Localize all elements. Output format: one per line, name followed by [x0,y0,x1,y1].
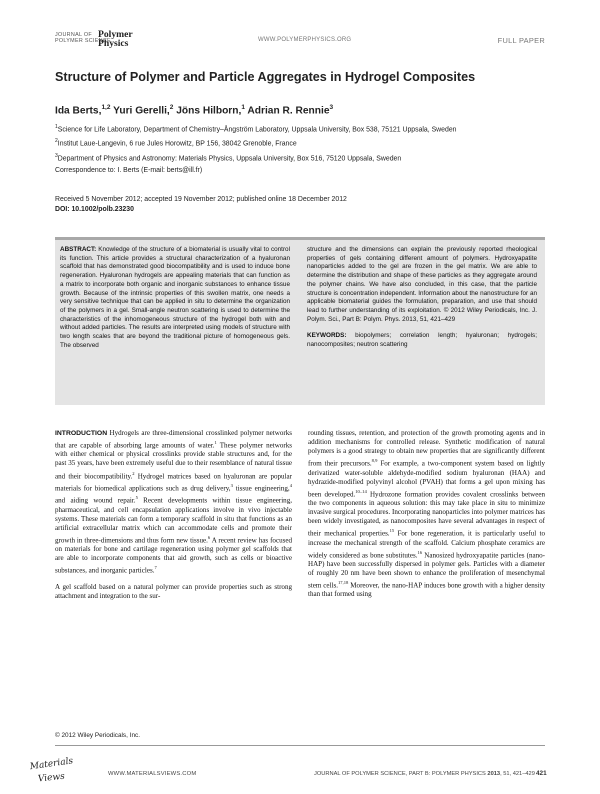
body-text: Recent developments within tissue engineering, pharmaceutical, and cell encapsulation applications involve in vivo injectable systems. These materials can form a temporary scaffold in situ that functions as an artificial extracellular matrix which can accommodate cells and promote their growth in three-dimensions and thus form new tissue. [55,496,292,545]
section-heading-introduction: INTRODUCTION [55,430,108,437]
author-affil-sup: 1 [241,104,245,111]
affiliation-text: Department of Physics and Astronomy: Materials Physics, Uppsala University, Box 516, 75120 Uppsala, Sweden [57,154,402,162]
intro-paragraph-continued [308,429,545,600]
keywords-text: biopolymers; correlation length; hyaluronan; hydrogels; nanocomposites; neutron scattering [307,332,537,349]
abstract-label: ABSTRACT: [60,246,97,253]
affiliation-sup: 2 [55,138,58,145]
citation-ref[interactable]: 7 [154,565,157,571]
body-text: These polymer networks with either chemical or physical crosslinks provide stable structures and, for the past 35 years, have been extremely useful due to their resemblance of natural tissue and their biocompatibility. [55,441,292,480]
journal-logo-polymer: Polymer [98,29,133,40]
body-text: Nanosized hydroxyapatite particles (nano-HAP) have been successfully dispersed in polymer gels. Particles with a diameter of roughly 20 nm have been shown to enhance the proliferation of mesenchymal stem cells. [308,550,545,590]
footer-journal-name: JOURNAL OF POLYMER SCIENCE, PART B: POLYMER PHYSICS [314,771,488,777]
article-type: FULL PAPER [497,36,545,45]
body-text: Hydrogels are three-dimensional crosslinked polymer networks that are capable of absorbing large amounts of water. [55,429,292,450]
author-list [55,104,555,116]
abstract-column-left [60,246,290,350]
body-text: Hydrozone formation provides covalent crosslinks between the two components in aqueous solution: this may take place in situ to minimize invasive surgical procedures. Incorporating nanoparticles into polymer matrices has been widely investigated, as nanocomposites have several advantages in respect of their mechanical properties. [308,489,545,538]
footer-url[interactable]: WWW.MATERIALSVIEWS.COM [108,771,197,777]
abstract-body: Knowledge of the structure of a biomaterial is usually vital to control its function. This article provides a structural characterization of a hyaluronan scaffold that has demonstrated good biocompatibility and is used to induce bone regeneration. Hyaluronan hydrogels are appealing materials that can function as a matrix to incorporate both organic and inorganic substances to enhance tissue growth. Because of the intrinsic properties of this swollen matrix, one needs a very sensitive technique that can be applied in situ to determine the organization of the polymers in a gel. Small-angle neutron scattering is used to determine the characteristics of the inhomogeneous structure of the hydrogel both with and without added particles. The results are interpreted using models of structure with two length scales that are beyond the traditional picture of homogeneous gels. The observed [60,246,290,349]
affiliation-text: Institut Laue-Langevin, 6 rue Jules Horowitz, BP 156, 38042 Grenoble, France [57,140,297,148]
materials-views-logo [29,756,74,787]
citation-ref[interactable]: 1 [214,440,217,446]
intro-paragraph-2: A gel scaffold based on a natural polymer can provide properties such as strong attachment and integration to the sur- [55,582,292,600]
citation-ref[interactable]: 3 [230,482,233,488]
paper-title: Structure of Polymer and Particle Aggregates in Hydrogel Composites [55,70,476,84]
citation-ref[interactable]: 15 [389,528,395,534]
publication-info [55,195,555,214]
abstract-text-left [60,246,290,350]
citation-ref[interactable]: 5 [135,495,138,501]
intro-paragraph-1 [55,429,292,576]
author-affil-sup: 1,2 [101,104,111,111]
citation-ref[interactable]: 8,9 [371,458,378,464]
page-number: 421 [536,770,547,777]
materials-views-logo-line1: Materials [29,756,74,773]
body-column-right [308,429,545,600]
affiliation [55,152,555,164]
materials-views-logo-line2: Views [37,771,66,785]
doi[interactable]: DOI: 10.1002/polb.23230 [55,205,134,213]
author-name: Ida Berts, [55,105,102,117]
author-name: Adrian R. Rennie [247,105,330,117]
citation-ref[interactable]: 2 [132,470,135,476]
abstract-text-right: structure and the dimensions can explain the previously reported rheological properties of gels containing different amount of polymers. Hydroxyapatite nanoparticles added to the gel are frozen in the gel matrix. We are able to determine the distribution and shape of these particles as they aggregate around the polymer chains. We have also concluded, in this case, that the particle structure is concentration independent. Information about the nanostructure for an applicable biomaterial guides the formulation, preparation, and use that should lead to further understanding of its exploitation. © 2012 Wiley Periodicals, Inc. J. Polym. Sci., Part B: Polym. Phys. 2013, 51, 421–429 [307,246,537,323]
citation-ref[interactable]: 10–14 [355,488,367,494]
keywords [307,332,537,349]
journal-url[interactable]: WWW.POLYMERPHYSICS.ORG [258,37,352,43]
body-text: tissue engineering, [232,484,290,493]
affiliation [55,137,555,149]
citation-ref[interactable]: 4 [289,482,292,488]
affiliation-sup: 3 [55,152,58,159]
footer-journal-citation [314,771,535,777]
journal-logo-line1: JOURNAL OF [55,32,92,38]
author-name: Yuri Gerelli, [113,105,170,117]
affiliation-sup: 1 [55,124,58,130]
body-text: Moreover, the nano-HAP induces bone growth with a higher density than that formed using [308,581,546,599]
author-affil-sup: 3 [329,104,334,111]
footer-divider [55,745,545,746]
citation-ref[interactable]: 16 [417,549,423,555]
footer-volume-pages: , 51, 421–429 [500,771,535,777]
citation-ref[interactable]: 6 [207,534,211,540]
affiliations [55,123,555,178]
correspondence: Correspondence to: I. Berts (E-mail: berts@ill.fr) [55,166,203,174]
footer-year: 2013 [487,771,501,777]
body-text: For bone regeneration, it is particularly useful to increase the mechanical strength of the scaffold. Calcium phosphate ceramics are widely considered as bone substitutes. [308,529,545,559]
body-text: and aiding wound repair. [55,496,136,505]
body-text: A recent review has focused on materials for bone and cartilage regeneration using polymer gel scaffolds that are able to incorporate components that aid growth, such as cells or bioactive substances, and inorganic particles. [55,536,293,575]
author-name: Jöns Hilborn, [176,105,242,117]
body-column-left [55,429,292,601]
keywords-label: KEYWORDS: [307,332,347,340]
affiliation-text: Science for Life Laboratory, Department of Chemistry–Ångström Laboratory, Uppsala University, Box 538, 75121 Uppsala, Sweden [57,126,457,134]
author-affil-sup: 2 [169,104,174,111]
journal-logo-big [98,30,133,48]
body-text: For example, a two-component system based on lightly derivatized water-soluble aldehyde-modified sodium hyaluronan (HAA) and hydrazide-modified polyvinyl alcohol (PVAH) that forms a gel upon mixing has been developed. [308,459,545,498]
running-header [55,30,545,50]
affiliation [55,123,555,135]
body-text: Hydrogel matrices based on hyaluronan are popular materials for biomedical applications such as drug delivery, [55,471,292,493]
abstract-column-right [307,246,537,350]
journal-logo-physics: Physics [98,38,129,49]
body-text: rounding tissues, retention, and protection of the growth promoting agents and in addition mechanisms for controlled release. Synthetic modification of natural polymers is a good strategy to obtain new properties that are significantly different from their precursors. [308,429,545,468]
abstract-box [55,237,545,405]
citation-ref[interactable]: 17,18 [337,580,349,586]
journal-logo-line2: POLYMER SCIENCE [55,38,111,44]
copyright-notice: © 2012 Wiley Periodicals, Inc. [55,732,140,739]
publication-dates: Received 5 November 2012; accepted 19 November 2012; published online 18 December 2012 [55,196,347,203]
